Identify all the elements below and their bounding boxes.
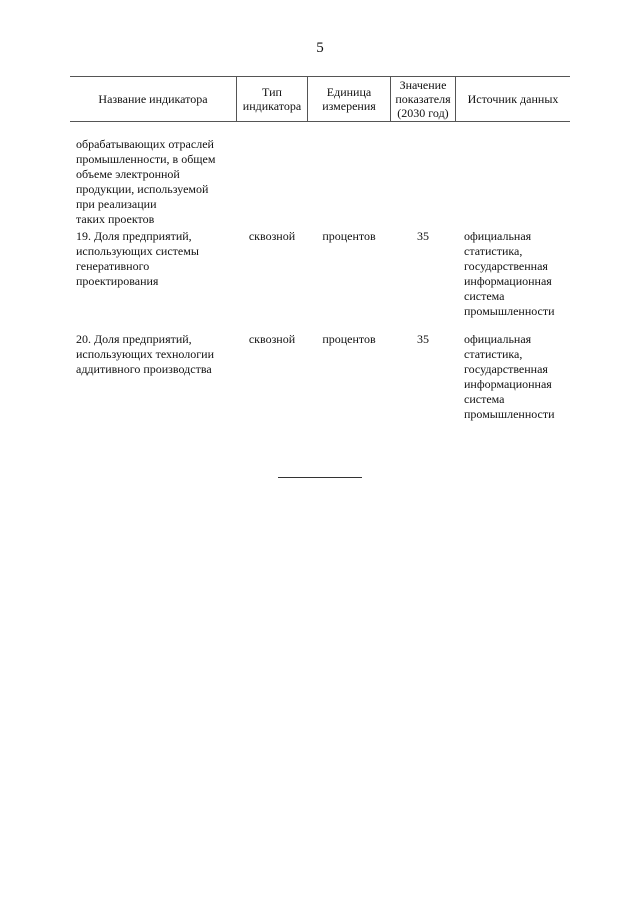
header-value: Значение показателя (2030 год) bbox=[395, 78, 451, 120]
indicator-value: 35 bbox=[417, 332, 429, 346]
indicator-name: 19. Доля предприятий, использующих системы генеративного проектирования bbox=[76, 229, 199, 288]
indicator-unit: процентов bbox=[322, 229, 376, 243]
indicator-name: 20. Доля предприятий, использующих технологии аддитивного производства bbox=[76, 332, 215, 376]
indicator-type: сквозной bbox=[248, 332, 296, 346]
table-header bbox=[70, 76, 570, 122]
continuation-text: обрабатывающих отраслей промышленности, в общем объеме электронной продукции, используемой при реализации таких проектов bbox=[76, 137, 216, 226]
header-source: Источник данных bbox=[467, 92, 559, 106]
table-row-continuation bbox=[70, 122, 570, 229]
end-of-document-line bbox=[278, 477, 362, 478]
indicator-type: сквозной bbox=[248, 229, 296, 243]
page-number: 5 bbox=[316, 40, 324, 56]
header-unit: Единица измерения bbox=[322, 85, 376, 113]
indicator-source: официальная статистика, государственная информационная система промышленности bbox=[464, 229, 555, 318]
indicator-unit: процентов bbox=[322, 332, 376, 346]
indicator-value: 35 bbox=[417, 229, 429, 243]
header-name: Название индикатора bbox=[98, 92, 208, 106]
table-row bbox=[70, 229, 570, 332]
table-row bbox=[70, 332, 570, 432]
indicator-source: официальная статистика, государственная информационная система промышленности bbox=[464, 332, 555, 421]
indicator-table bbox=[70, 76, 570, 432]
header-type: Тип индикатора bbox=[242, 85, 302, 113]
